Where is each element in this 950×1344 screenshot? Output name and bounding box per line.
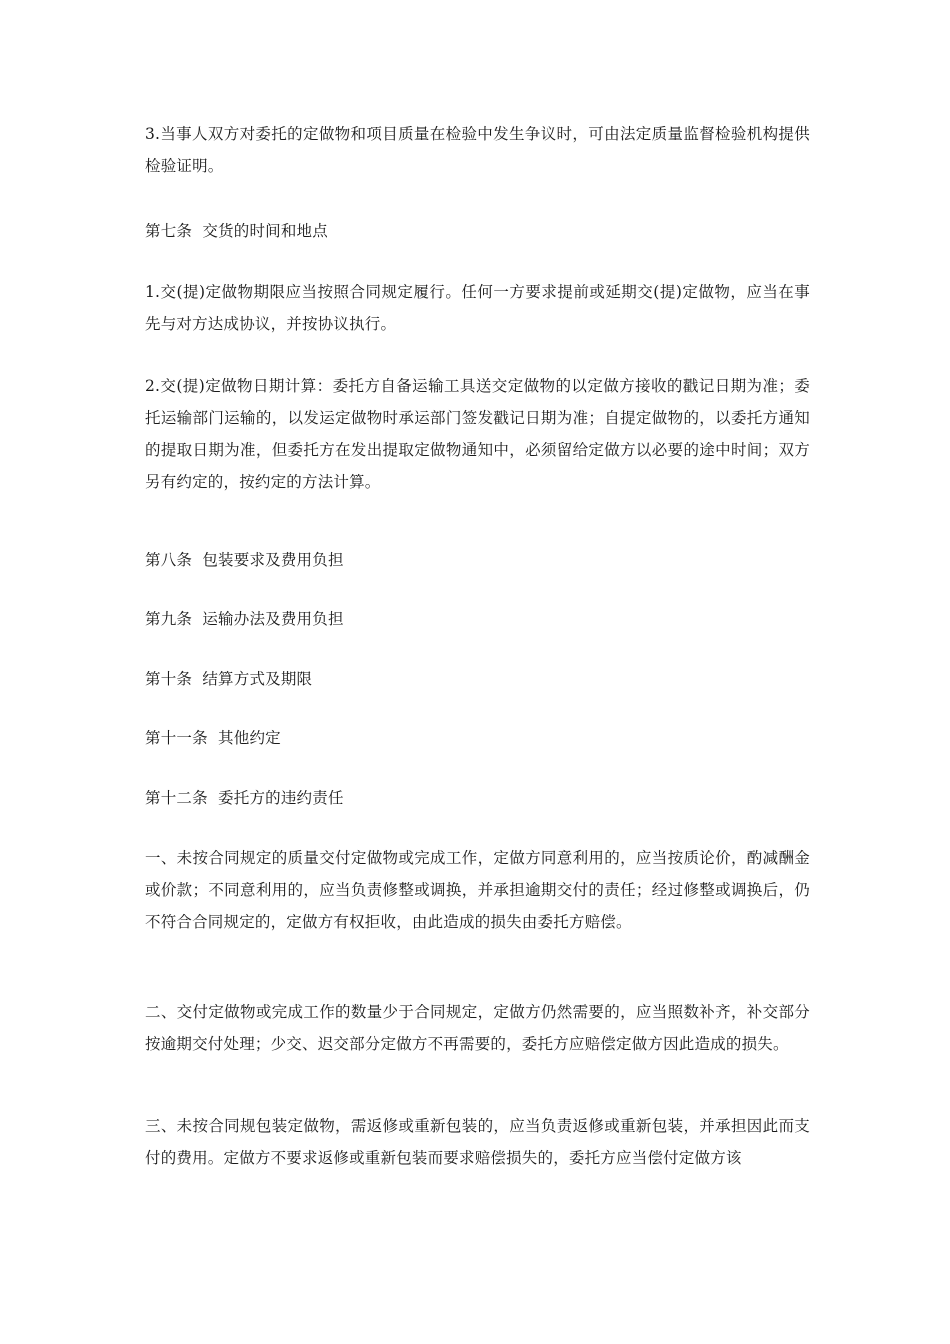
article-10-heading: 第十条 结算方式及期限 xyxy=(145,670,313,688)
article-7-heading: 第七条 交货的时间和地点 xyxy=(145,222,328,240)
paragraph-liability-3: 三、未按合同规包装定做物，需返修或重新包装的，应当负责返修或重新包装，并承担因此而支付的费用。定做方不要求返修或重新包装而要求赔偿损失的，委托方应当偿付定做方该 xyxy=(145,1117,810,1167)
article-11-heading: 第十一条 其他约定 xyxy=(145,729,281,747)
paragraph-delivery-date-calculation: 2.交(提)定做物日期计算：委托方自备运输工具送交定做物的以定做方接收的戳记日期为准；委托运输部门运输的，以发运定做物时承运部门签发戳记日期为准；自提定做物的，以委托方通知的提取日期为准，但委托方在发出提取定做物通知中，必须留给定做方以必要的途中时间；双方另有约定的，按约定的方法计算。 xyxy=(145,377,810,491)
article-9-heading: 第九条 运输办法及费用负担 xyxy=(145,610,344,628)
paragraph-liability-1: 一、未按合同规定的质量交付定做物或完成工作，定做方同意利用的，应当按质论价，酌减酬金或价款；不同意利用的，应当负责修整或调换，并承担逾期交付的责任；经过修整或调换后，仍不符合合同规定的，定做方有权拒收，由此造成的损失由委托方赔偿。 xyxy=(145,849,810,931)
paragraph-inspection-dispute: 3.当事人双方对委托的定做物和项目质量在检验中发生争议时，可由法定质量监督检验机构提供检验证明。 xyxy=(145,125,810,175)
article-12-heading: 第十二条 委托方的违约责任 xyxy=(145,789,344,807)
article-8-heading: 第八条 包装要求及费用负担 xyxy=(145,551,344,569)
paragraph-liability-2: 二、交付定做物或完成工作的数量少于合同规定，定做方仍然需要的，应当照数补齐，补交部分按逾期交付处理；少交、迟交部分定做方不再需要的，委托方应赔偿定做方因此造成的损失。 xyxy=(145,1003,810,1053)
paragraph-delivery-deadline: 1.交(提)定做物期限应当按照合同规定履行。任何一方要求提前或延期交(提)定做物，应当在事先与对方达成协议，并按协议执行。 xyxy=(145,283,810,333)
